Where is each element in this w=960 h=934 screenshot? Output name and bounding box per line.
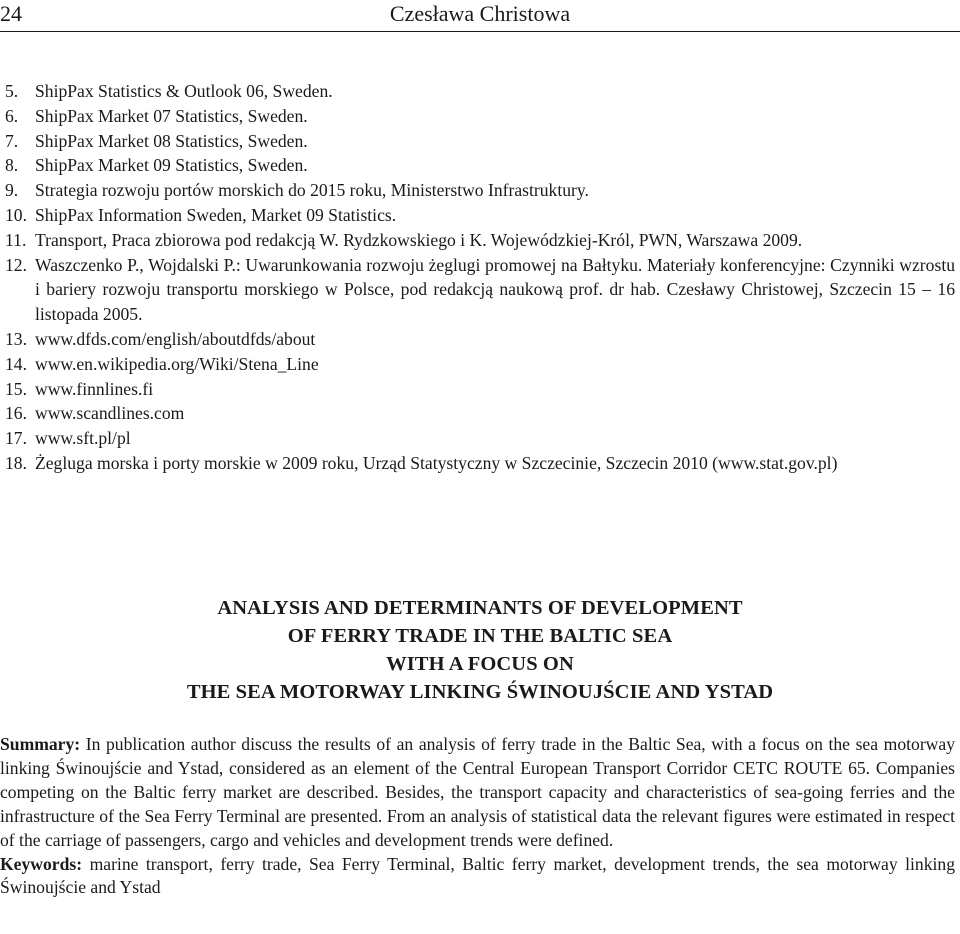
reference-item bbox=[5, 401, 955, 426]
reference-text: ShipPax Market 08 Statistics, Sweden. bbox=[35, 130, 308, 151]
reference-number: 6. bbox=[5, 105, 19, 126]
reference-link: www.finnlines.fi bbox=[35, 378, 154, 399]
reference-link: www.scandlines.com bbox=[35, 403, 185, 424]
reference-number: 16. bbox=[5, 403, 27, 424]
title-line: THE SEA MOTORWAY LINKING ŚWINOUJŚCIE AND YSTAD bbox=[186, 681, 774, 703]
reference-text: ShipPax Statistics & Outlook 06, Sweden. bbox=[35, 81, 333, 101]
reference-number: 10. bbox=[5, 204, 27, 225]
reference-text: ShipPax Market 07 Statistics, Sweden. bbox=[35, 105, 308, 126]
reference-number: 9. bbox=[5, 180, 19, 201]
header-rule bbox=[0, 31, 960, 32]
reference-item bbox=[5, 327, 955, 352]
page-number: 24 bbox=[0, 1, 22, 26]
reference-item bbox=[5, 253, 955, 327]
reference-link: www.dfds.com/english/aboutdfds/about bbox=[35, 328, 316, 349]
keywords-paragraph bbox=[0, 853, 955, 901]
reference-number: 5. bbox=[5, 81, 19, 101]
reference-text: ShipPax Information Sweden, Market 09 Statistics. bbox=[35, 204, 397, 225]
reference-text: Transport, Praca zbiorowa pod redakcją W. Rydzkowskiego i K. Wojewódzkiej-Król, PWN, Warszawa 2009. bbox=[35, 229, 803, 250]
reference-list bbox=[5, 79, 955, 476]
reference-number: 11. bbox=[5, 229, 27, 250]
reference-number: 18. bbox=[5, 452, 27, 473]
summary-text: In publication author discuss the results of an analysis of ferry trade in the Baltic Sea, with a focus on the sea motorway linking Świnoujście and Ystad, considered as an element of the Central European Transport Corridor CETC ROUTE 65. Companies competing on the Baltic ferry market are described. Besides, the transport capacity and characteristics of sea-going ferries and the infrastructure of the Sea Ferry Terminal are presented. From an analysis of statistical data the relevant figures were estimated in respect of the carriage of passengers, cargo and vehicles and development trends were defined. bbox=[0, 734, 955, 850]
reference-item bbox=[5, 203, 955, 228]
reference-item bbox=[5, 104, 955, 129]
reference-text: Strategia rozwoju portów morskich do 2015 roku, Ministerstwo Infrastruktury. bbox=[35, 180, 589, 201]
reference-number: 15. bbox=[5, 378, 27, 399]
running-title: Czesława Christowa bbox=[389, 1, 571, 26]
title-line: OF FERRY TRADE IN THE BALTIC SEA bbox=[287, 625, 673, 647]
reference-item bbox=[5, 352, 955, 377]
reference-number: 14. bbox=[5, 353, 27, 374]
summary-paragraph bbox=[0, 733, 955, 853]
keywords-label: Keywords: bbox=[0, 853, 83, 874]
summary-label: Summary: bbox=[0, 734, 81, 754]
reference-item bbox=[5, 153, 955, 178]
reference-item bbox=[5, 129, 955, 154]
reference-link: www.en.wikipedia.org/Wiki/Stena_Line bbox=[35, 353, 319, 374]
title-line: ANALYSIS AND DETERMINANTS OF DEVELOPMENT bbox=[217, 597, 743, 619]
reference-link: www.sft.pl/pl bbox=[35, 428, 131, 449]
reference-item bbox=[5, 228, 955, 253]
reference-number: 17. bbox=[5, 428, 27, 449]
reference-item bbox=[5, 426, 955, 451]
english-title bbox=[0, 594, 960, 706]
reference-number: 12. bbox=[5, 254, 27, 275]
reference-number: 8. bbox=[5, 155, 19, 176]
abstract bbox=[0, 733, 955, 900]
reference-text: ShipPax Market 09 Statistics, Sweden. bbox=[35, 155, 308, 176]
reference-item bbox=[5, 79, 955, 104]
title-line: WITH A FOCUS ON bbox=[386, 653, 574, 675]
reference-item bbox=[5, 451, 955, 476]
reference-number: 13. bbox=[5, 328, 27, 349]
keywords-text: marine transport, ferry trade, Sea Ferry Terminal, Baltic ferry market, development trends, the sea motorway linking Świnoujście and Ystad bbox=[0, 853, 955, 898]
reference-item bbox=[5, 377, 955, 402]
reference-text: Żegluga morska i porty morskie w 2009 roku, Urząd Statystyczny w Szczecinie, Szczecin 2010 (www.stat.gov.pl) bbox=[35, 452, 838, 473]
reference-number: 7. bbox=[5, 130, 19, 151]
reference-text: Waszczenko P., Wojdalski P.: Uwarunkowania rozwoju żeglugi promowej na Bałtyku. Materiały konferencyjne: Czynniki wzrostu i bariery rozwoju transportu morskiego w Polsce, pod redakcją naukową prof. dr hab. Czesławy Christowej, Szczecin 15 – 16 listopada 2005. bbox=[35, 254, 955, 325]
reference-item bbox=[5, 178, 955, 203]
page-header bbox=[0, 0, 960, 32]
